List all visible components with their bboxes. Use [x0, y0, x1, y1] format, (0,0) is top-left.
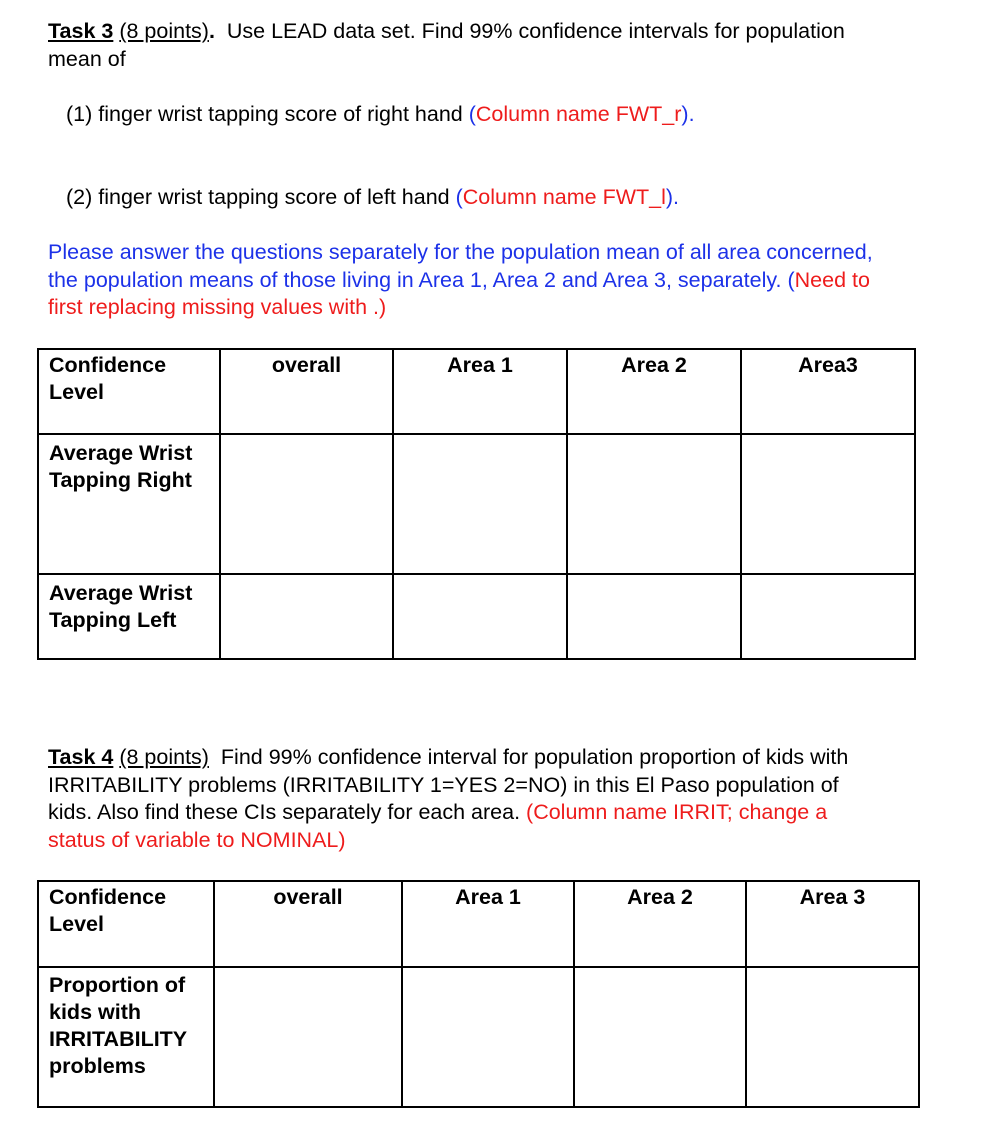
header-confidence-level: Confidence Level	[38, 349, 220, 434]
task3-note-line3	[48, 293, 386, 321]
note-red-close: )	[378, 295, 387, 319]
table-row	[38, 434, 915, 574]
task4-line1: Find 99% confidence interval for population proportion of kids with	[220, 745, 849, 769]
item1-text: (1) finger wrist tapping score of right hand	[66, 102, 469, 126]
table-row	[38, 967, 919, 1107]
task4-red-line3: (Column name IRRIT; change a	[526, 800, 828, 824]
task4-table	[37, 880, 920, 1108]
cell-irrit-area-1	[402, 967, 574, 1107]
note-red-line3: first replacing missing values with .	[48, 295, 379, 319]
task3-points: (8 points)	[119, 19, 209, 43]
item2-close: ).	[665, 185, 680, 209]
header-area-1: Area 1	[393, 349, 567, 434]
item2-open: (	[455, 185, 463, 209]
row-label-irritability-proportion: Proportion of kids with IRRITABILITY problems	[38, 967, 214, 1107]
task4-header-row	[38, 881, 919, 967]
cell-right-area-1	[393, 434, 567, 574]
item2-column-note: Column name FWT_l	[462, 185, 666, 209]
cell-right-area-3	[741, 434, 915, 574]
task4-line2: IRRITABILITY problems (IRRITABILITY 1=YES 2=NO) in this El Paso population of	[48, 773, 839, 797]
task3-note-line1: Please answer the questions separately for the population mean of all area concerned,	[48, 240, 873, 264]
item1-close: ).	[681, 102, 695, 126]
header-area-3: Area 3	[746, 881, 919, 967]
header-confidence-level: Confidence Level	[38, 881, 214, 967]
cell-left-overall	[220, 574, 393, 659]
task3-heading	[48, 17, 845, 45]
header-overall: overall	[220, 349, 393, 434]
note-red-open: (	[787, 268, 795, 292]
item1-column-note: Column name FWT_r	[475, 102, 682, 126]
task4-line3-wrap	[48, 798, 827, 826]
task3-header-row	[38, 349, 915, 434]
task4-red-line4: status of variable to NOMINAL)	[48, 828, 346, 852]
cell-left-area-2	[567, 574, 741, 659]
cell-left-area-3	[741, 574, 915, 659]
task3-note-line2	[48, 266, 870, 294]
task4-line3: kids. Also find these CIs separately for each area.	[48, 800, 527, 824]
task3-title: Task 3	[48, 19, 114, 43]
cell-irrit-overall	[214, 967, 402, 1107]
table-row	[38, 574, 915, 659]
cell-right-overall	[220, 434, 393, 574]
header-area-1: Area 1	[402, 881, 574, 967]
cell-left-area-1	[393, 574, 567, 659]
header-area-3: Area3	[741, 349, 915, 434]
task3-intro-line2: mean of	[48, 47, 126, 71]
task4-points: (8 points)	[119, 745, 209, 769]
item1-open: (	[468, 102, 476, 126]
task3-period: .	[208, 19, 215, 43]
header-overall: overall	[214, 881, 402, 967]
task4-heading	[48, 743, 848, 771]
task3-table	[37, 348, 916, 660]
cell-irrit-area-2	[574, 967, 746, 1107]
header-area-2: Area 2	[574, 881, 746, 967]
cell-irrit-area-3	[746, 967, 919, 1107]
row-label-wrist-tapping-left: Average Wrist Tapping Left	[38, 574, 220, 659]
task3-item2	[66, 183, 679, 211]
row-label-wrist-tapping-right: Average Wrist Tapping Right	[38, 434, 220, 574]
note-red-line2: Need to	[794, 268, 870, 292]
cell-right-area-2	[567, 434, 741, 574]
task3-item1	[66, 100, 695, 128]
task3-intro-line1: Use LEAD data set. Find 99% confidence intervals for population	[226, 19, 845, 43]
note-line2-text: the population means of those living in Area 1, Area 2 and Area 3, separately.	[48, 268, 788, 292]
task4-title: Task 4	[48, 745, 114, 769]
header-area-2: Area 2	[567, 349, 741, 434]
item2-text: (2) finger wrist tapping score of left hand	[66, 185, 456, 209]
